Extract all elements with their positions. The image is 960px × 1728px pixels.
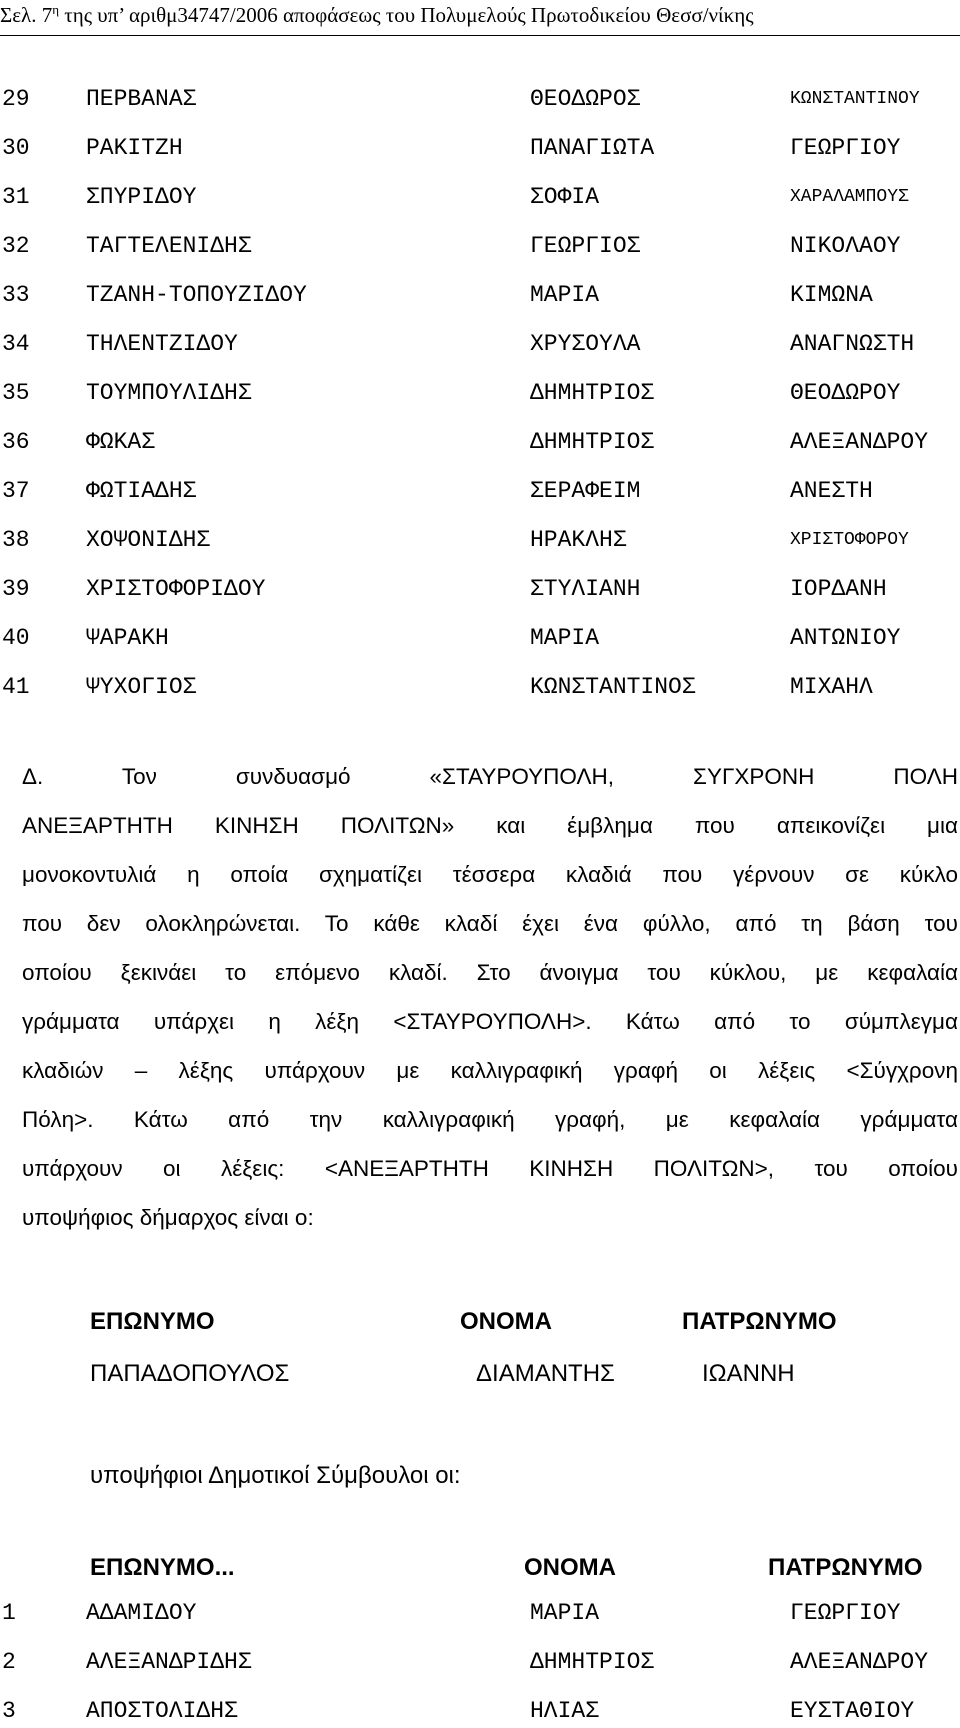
- name-cell: ΔΗΜΗΤΡΙΟΣ: [530, 380, 655, 406]
- surname-cell: ΤΟΥΜΠΟΥΛΙΔΗΣ: [86, 380, 252, 406]
- table-row: [0, 282, 960, 312]
- row-number: 34: [2, 331, 30, 357]
- table-row: [0, 1698, 960, 1728]
- header-decision-text: της υπ’ αριθμ34747/2006 αποφάσεως του Πολυμελούς Πρωτοδικείου Θεσσ/νίκης: [59, 3, 754, 27]
- table-row: [0, 576, 960, 606]
- row-number: 36: [2, 429, 30, 455]
- name-cell: ΔΗΜΗΤΡΙΟΣ: [530, 429, 655, 455]
- table-row: [0, 86, 960, 116]
- row-number: 31: [2, 184, 30, 210]
- name-cell: ΣΕΡΑΦΕΙΜ: [530, 478, 641, 504]
- patronymic-cell: ΧΡΙΣΤΟΦΟΡΟΥ: [790, 530, 909, 550]
- table-row: [0, 527, 960, 557]
- surname-cell: ΡΑΚΙΤΖΗ: [86, 135, 183, 161]
- mayor-surname: ΠΑΠΑΔΟΠΟΥΛΟΣ: [90, 1360, 290, 1387]
- row-number: 37: [2, 478, 30, 504]
- table-row: [0, 184, 960, 214]
- name-cell: ΜΑΡΙΑ: [530, 282, 600, 308]
- surname-cell: ΤΑΓΤΕΛΕΝΙΔΗΣ: [86, 233, 252, 259]
- patronymic-cell: ΧΑΡΑΛΑΜΠΟΥΣ: [790, 187, 909, 207]
- paragraph-line: κλαδιών – λέξης υπάρχουν με καλλιγραφική γραφή οι λέξεις <Σύγχρονη: [22, 1058, 958, 1083]
- paragraph-line: ΑΝΕΞΑΡΤΗΤΗ ΚΙΝΗΣΗ ΠΟΛΙΤΩΝ» και έμβλημα που απεικονίζει μια: [22, 813, 958, 838]
- paragraph-line: Πόλη>. Κάτω από την καλλιγραφική γραφή, με κεφαλαία γράμματα: [22, 1107, 958, 1132]
- name-cell: ΗΡΑΚΛΗΣ: [530, 527, 627, 553]
- row-number: 41: [2, 674, 30, 700]
- paragraph-line: υπάρχουν οι λέξεις: <ΑΝΕΞΑΡΤΗΤΗ ΚΙΝΗΣΗ ΠΟΛΙΤΩΝ>, του οποίου: [22, 1156, 958, 1181]
- name-cell: ΗΛΙΑΣ: [530, 1698, 600, 1724]
- patronymic-cell: ΕΥΣΤΑΘΙΟΥ: [790, 1698, 915, 1724]
- mayor-header-patronymic: ΠΑΤΡΩΝΥΜΟ: [682, 1308, 837, 1335]
- councillors-header-name: ΟΝΟΜΑ: [524, 1554, 616, 1581]
- patronymic-cell: ΑΛΕΞΑΝΔΡΟΥ: [790, 429, 929, 455]
- patronymic-cell: ΚΩΝΣΤΑΝΤΙΝΟΥ: [790, 89, 920, 109]
- table-row: [0, 674, 960, 704]
- row-number: 3: [2, 1698, 16, 1724]
- mayor-header-surname: ΕΠΩΝΥΜΟ: [90, 1308, 215, 1335]
- row-number: 39: [2, 576, 30, 602]
- patronymic-cell: ΝΙΚΟΛΑΟΥ: [790, 233, 901, 259]
- paragraph-line: που δεν ολοκληρώνεται. Το κάθε κλαδί έχει ένα φύλλο, από τη βάση του: [22, 911, 958, 936]
- surname-cell: ΦΩΤΙΑΔΗΣ: [86, 478, 197, 504]
- header-page-label: Σελ. 7: [0, 3, 53, 27]
- patronymic-cell: ΚΙΜΩΝΑ: [790, 282, 873, 308]
- surname-cell: ΑΛΕΞΑΝΔΡΙΔΗΣ: [86, 1649, 252, 1675]
- patronymic-cell: ΓΕΩΡΓΙΟΥ: [790, 135, 901, 161]
- mayor-patronymic: ΙΩΑΝΝΗ: [702, 1360, 795, 1387]
- surname-cell: ΦΩΚΑΣ: [86, 429, 156, 455]
- surname-cell: ΑΔΑΜΙΔΟΥ: [86, 1600, 197, 1626]
- surname-cell: ΧΡΙΣΤΟΦΟΡΙΔΟΥ: [86, 576, 266, 602]
- table-row: [0, 1600, 960, 1630]
- name-cell: ΚΩΝΣΤΑΝΤΙΝΟΣ: [530, 674, 696, 700]
- name-cell: ΣΟΦΙΑ: [530, 184, 600, 210]
- surname-cell: ΤΗΛΕΝΤΖΙΔΟΥ: [86, 331, 238, 357]
- paragraph-line: μονοκοντυλιά η οποία σχηματίζει τέσσερα κλαδιά που γέρνουν σε κύκλο: [22, 862, 958, 887]
- paragraph-line: Δ. Τον συνδυασμό «ΣΤΑΥΡΟΥΠΟΛΗ, ΣΥΓΧΡΟΝΗ ΠΟΛΗ: [22, 764, 958, 789]
- mayor-header-name: ΟΝΟΜΑ: [460, 1308, 552, 1335]
- mayor-name: ΔΙΑΜΑΝΤΗΣ: [476, 1360, 615, 1387]
- councillors-header-patronymic: ΠΑΤΡΩΝΥΜΟ: [768, 1554, 923, 1581]
- table-row: [0, 1649, 960, 1679]
- table-row: [0, 135, 960, 165]
- header-rule: [0, 35, 960, 36]
- header-page-superscript: η: [52, 2, 60, 17]
- paragraph-line: οποίου ξεκινάει το επόμενο κλαδί. Στο άνοιγμα του κύκλου, με κεφαλαία: [22, 960, 958, 985]
- name-cell: ΣΤΥΛΙΑΝΗ: [530, 576, 641, 602]
- row-number: 29: [2, 86, 30, 112]
- paragraph-line: υποψήφιος δήμαρχος είναι ο:: [22, 1205, 314, 1230]
- patronymic-cell: ΜΙΧΑΗΛ: [790, 674, 873, 700]
- name-cell: ΓΕΩΡΓΙΟΣ: [530, 233, 641, 259]
- surname-cell: ΣΠΥΡΙΔΟΥ: [86, 184, 197, 210]
- surname-cell: ΨΥΧΟΓΙΟΣ: [86, 674, 197, 700]
- surname-cell: ΨΑΡΑΚΗ: [86, 625, 169, 651]
- patronymic-cell: ΙΟΡΔΑΝΗ: [790, 576, 887, 602]
- councillors-header-surname: ΕΠΩΝΥΜΟ...: [90, 1554, 235, 1581]
- coalition-description: [22, 752, 958, 1242]
- patronymic-cell: ΑΛΕΞΑΝΔΡΟΥ: [790, 1649, 929, 1675]
- surname-cell: ΑΠΟΣΤΟΛΙΔΗΣ: [86, 1698, 238, 1724]
- patronymic-cell: ΓΕΩΡΓΙΟΥ: [790, 1600, 901, 1626]
- surname-cell: ΤΖΑΝΗ-ΤΟΠΟΥΖΙΔΟΥ: [86, 282, 307, 308]
- table-row: [0, 233, 960, 263]
- table-row: [0, 380, 960, 410]
- patronymic-cell: ΘΕΟΔΩΡΟΥ: [790, 380, 901, 406]
- patronymic-cell: ΑΝΤΩΝΙΟΥ: [790, 625, 901, 651]
- table-row: [0, 331, 960, 361]
- row-number: 2: [2, 1649, 16, 1675]
- page-header: [0, 2, 960, 36]
- surname-cell: ΠΕΡΒΑΝΑΣ: [86, 86, 197, 112]
- row-number: 32: [2, 233, 30, 259]
- surname-cell: ΧΟΨΟΝΙΔΗΣ: [86, 527, 211, 553]
- row-number: 38: [2, 527, 30, 553]
- table-row: [0, 625, 960, 655]
- paragraph-line: γράμματα υπάρχει η λέξη <ΣΤΑΥΡΟΥΠΟΛΗ>. Κάτω από το σύμπλεγμα: [22, 1009, 958, 1034]
- patronymic-cell: ΑΝΕΣΤΗ: [790, 478, 873, 504]
- name-cell: ΔΗΜΗΤΡΙΟΣ: [530, 1649, 655, 1675]
- row-number: 33: [2, 282, 30, 308]
- row-number: 30: [2, 135, 30, 161]
- name-cell: ΜΑΡΙΑ: [530, 1600, 600, 1626]
- councillors-label: υποψήφιοι Δημοτικοί Σύμβουλοι οι:: [90, 1462, 461, 1489]
- table-row: [0, 478, 960, 508]
- name-cell: ΜΑΡΙΑ: [530, 625, 600, 651]
- name-cell: ΠΑΝΑΓΙΩΤΑ: [530, 135, 655, 161]
- name-cell: ΧΡΥΣΟΥΛΑ: [530, 331, 641, 357]
- name-cell: ΘΕΟΔΩΡΟΣ: [530, 86, 641, 112]
- table-row: [0, 429, 960, 459]
- patronymic-cell: ΑΝΑΓΝΩΣΤΗ: [790, 331, 915, 357]
- row-number: 40: [2, 625, 30, 651]
- row-number: 35: [2, 380, 30, 406]
- row-number: 1: [2, 1600, 16, 1626]
